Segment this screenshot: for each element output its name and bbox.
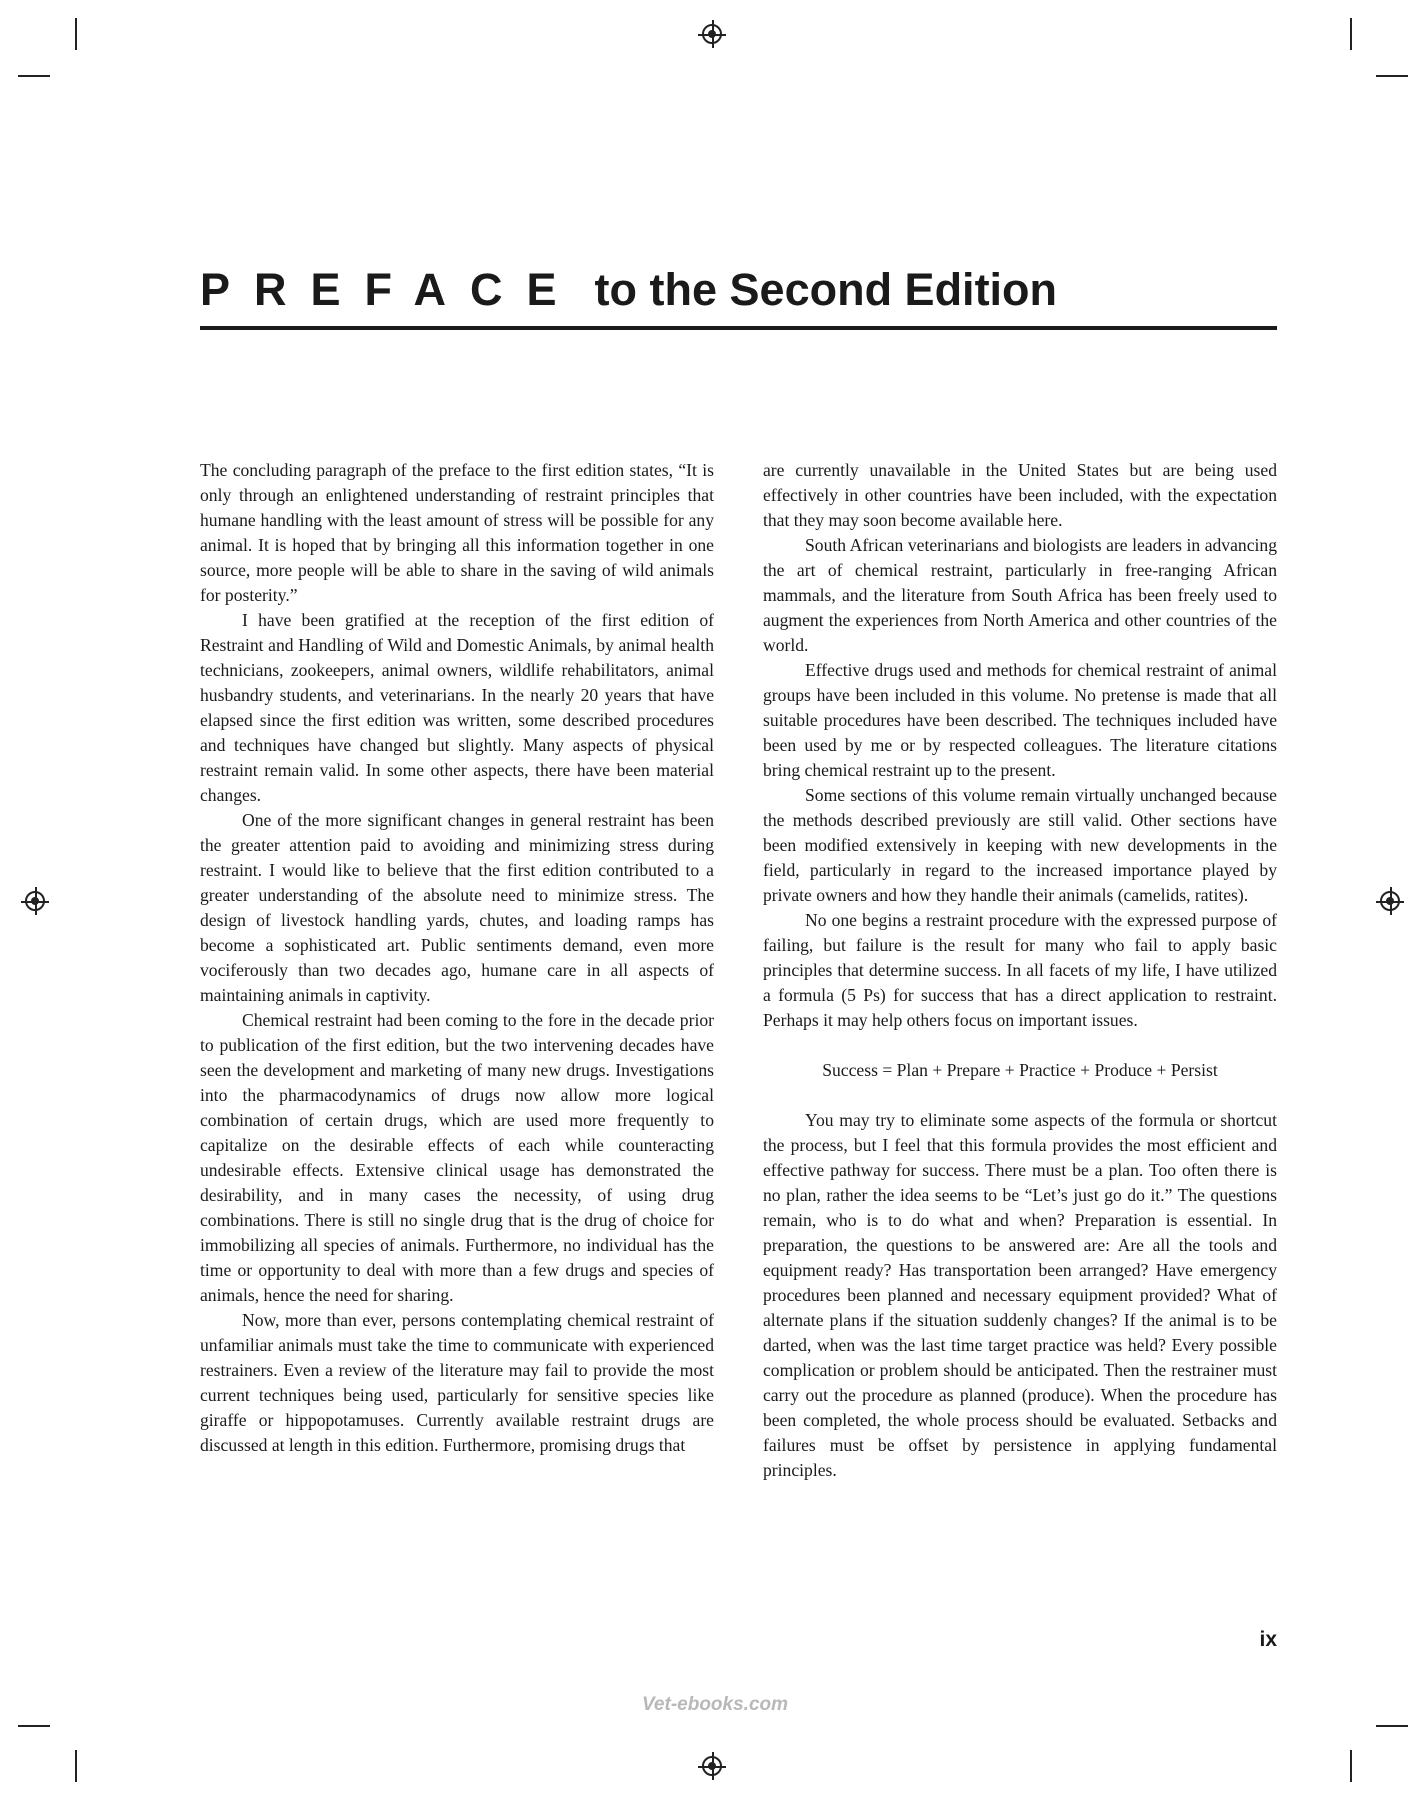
crop-mark-bottom-left-vertical xyxy=(75,1750,77,1782)
registration-mark-right xyxy=(1380,891,1400,911)
paragraph: You may try to eliminate some aspects of the formula or shortcut the process, but I feel that this formula provides the most efficient and effective pathway for success. There must be a plan. Too often there is no plan, rather the idea seems to be “Let’s just go do it.” The questions remain, who is to do what and when? Preparation is essential. In preparation, the questions to be answered are: Are all the tools and equipment ready? Has transportation been arranged? Have emergency procedures been planned and necessary equipment provided? What of alternate plans if the situation suddenly changes? If the animal is to be darted, when was the last time target practice was held? Every possible complication or problem should be anticipated. Then the restrainer must carry out the procedure as planned (produce). When the procedure has been completed, the whole process should be evaluated. Setbacks and failures must be offset by persistence in applying fundamental principles. xyxy=(763,1110,1277,1480)
paragraph: South African veterinarians and biologists are leaders in advancing the art of chemical restraint, particularly in free-ranging African mammals, and the literature from South Africa has been freely used to augment the experiences from North America and other countries of the world. xyxy=(763,535,1277,655)
page-number: ix xyxy=(1259,1628,1277,1651)
left-column xyxy=(200,458,714,1458)
crop-mark-top-right-horizontal xyxy=(1376,75,1408,77)
watermark-logo: Vet-ebooks.com xyxy=(641,1694,789,1715)
registration-mark-top xyxy=(702,24,722,44)
paragraph: Chemical restraint had been coming to the fore in the decade prior to publication of the first edition, but the two intervening decades have seen the development and marketing of many new drugs. Investigations into the pharmacodynamics of drugs now allow more logical combination of certain drugs, which are used more frequently to capitalize on the desirable effects of each while counteracting undesirable effects. Extensive clinical usage has demonstrated the desirability, and in many cases the necessity, of using drug combinations. There is still no single drug that is the drug of choice for immobilizing all species of animals. Furthermore, no individual has the time or opportunity to deal with more than a few drugs and species of animals, hence the need for sharing. xyxy=(200,1010,714,1305)
paragraph: are currently unavailable in the United States but are being used effectively in other countries have been included, with the expectation that they may soon become available here. xyxy=(763,460,1277,530)
registration-mark-left xyxy=(25,891,45,911)
paragraph: Some sections of this volume remain virtually unchanged because the methods described previously are still valid. Other sections have been modified extensively in keeping with new developments in the field, particularly in regard to the increased importance played by private owners and how they handle their animals (camelids, ratites). xyxy=(763,785,1277,905)
crop-mark-bottom-right-vertical xyxy=(1350,1750,1352,1782)
paragraph: No one begins a restraint procedure with the expressed purpose of failing, but failure is the result for many who fail to apply basic principles that determine success. In all facets of my life, I have utilized a formula (5 Ps) for success that has a direct application to restraint. Perhaps it may help others focus on important issues. xyxy=(763,910,1277,1030)
title-rule xyxy=(200,326,1277,330)
crop-mark-bottom-left-horizontal xyxy=(18,1725,50,1727)
paragraph: I have been gratified at the reception of the first edition of Restraint and Handling of Wild and Domestic Animals, by animal health technicians, zookeepers, animal owners, wildlife rehabilitators, animal husbandry students, and veterinarians. In the nearly 20 years that have elapsed since the first edition was written, some described procedures and techniques have changed but slightly. Many aspects of physical restraint remain valid. In some other aspects, there have been material changes. xyxy=(200,610,714,805)
page-title xyxy=(200,262,1280,318)
registration-mark-bottom xyxy=(702,1756,722,1776)
paragraph: One of the more significant changes in general restraint has been the greater attention paid to avoiding and minimizing stress during restraint. I would like to believe that the first edition contributed to a greater understanding of the absolute need to minimize stress. The design of livestock handling yards, chutes, and loading ramps has become a sophisticated art. Public sentiments demand, even more vociferously than two decades ago, humane care in all aspects of maintaining animals in captivity. xyxy=(200,810,714,1005)
crop-mark-top-left-horizontal xyxy=(18,75,50,77)
paragraph: Now, more than ever, persons contemplating chemical restraint of unfamiliar animals must take the time to communicate with experienced restrainers. Even a review of the literature may fail to provide the most current techniques being used, particularly for sensitive species like giraffe or hippopotamuses. Currently available restraint drugs are discussed at length in this edition. Furthermore, promising drugs that xyxy=(200,1310,714,1455)
paragraph: Effective drugs used and methods for chemical restraint of animal groups have been included in this volume. No pretense is made that all suitable procedures have been described. The techniques included have been used by me or by respected colleagues. The literature citations bring chemical restraint up to the present. xyxy=(763,660,1277,780)
crop-mark-top-right-vertical xyxy=(1350,18,1352,50)
crop-mark-bottom-right-horizontal xyxy=(1376,1725,1408,1727)
title-spaced-word: PREFACE xyxy=(200,264,581,315)
right-column xyxy=(763,458,1277,1483)
paragraph: The concluding paragraph of the preface to the first edition states, “It is only through an enlightened understanding of restraint principles that humane handling with the least amount of stress will be possible for any animal. It is hoped that by bringing all this information together in one source, more people will be able to share in the saving of wild animals for posterity.” xyxy=(200,460,714,605)
title-subtitle: to the Second Edition xyxy=(594,264,1058,315)
crop-mark-top-left-vertical xyxy=(75,18,77,50)
success-formula: Success = Plan + Prepare + Practice + Produce + Persist xyxy=(822,1060,1218,1080)
